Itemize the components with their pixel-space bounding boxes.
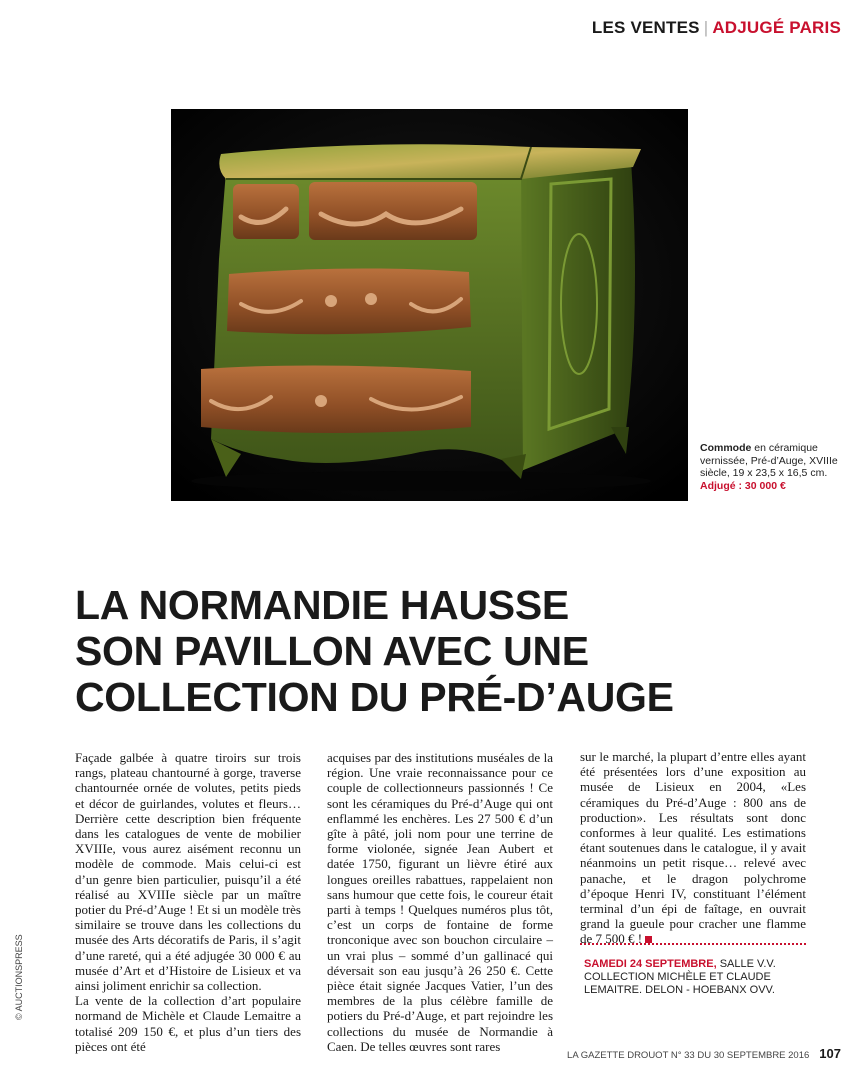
column-1-paragraph-2: La vente de la collection d’art populaire normand de Michèle et Claude Lemaitre a totalisé 209 150 €, et plus d’un tiers des pièces ont été: [75, 993, 301, 1054]
photo-credit: © AUCTIONSPRESS: [14, 934, 24, 1020]
commode-icon: [171, 109, 688, 501]
footer-publication: LA GAZETTE DROUOT N° 33 DU 30 SEPTEMBRE 2016: [567, 1050, 810, 1061]
commode-photo: [171, 109, 688, 501]
header-separator: |: [703, 18, 709, 37]
sale-info: [580, 958, 810, 997]
page-number: 107: [819, 1046, 841, 1061]
page-footer: [567, 1046, 841, 1061]
article-column-2: [327, 750, 553, 1054]
sale-divider: [580, 943, 806, 945]
section-label: LES VENTES: [591, 18, 700, 37]
caption-title: Commode: [700, 442, 752, 454]
article-column-3: [580, 749, 806, 947]
sale-date: SAMEDI 24 SEPTEMBRE,: [584, 958, 717, 970]
article-column-1: [75, 750, 301, 1054]
subsection-label: ADJUGÉ PARIS: [712, 18, 841, 37]
article-headline: [75, 582, 835, 720]
section-header: [592, 18, 841, 38]
photo-caption: [700, 442, 850, 492]
headline-line-2: SON PAVILLON AVEC UNE: [75, 628, 589, 674]
column-1-paragraph-1: Façade galbée à quatre tiroirs sur trois rangs, plateau chantourné à gorge, traverse chantournée ornée de volutes, petits pieds et décor de guirlandes, volutes et fleurs… Derrière cette description bien fréquente dans les catalogues de vente de mobilier XVIIIe, vous aurez aisément reconnu un modèle de commode. Mais celui-ci est d’un genre bien particulier, puisqu’il a été réalisé au XVIIIe siècle par un maître potier du Pré-d’Auge ! Et si un modèle très similaire se trouve dans les collections du musée des Arts décoratifs de Paris, il s’agit d’une rareté, qui a été adjugée 30 000 € au musée d’Art et d’Histoire de Lisieux et va ainsi joliment enrichir sa collection.: [75, 750, 301, 994]
column-3-text: sur le marché, la plupart d’entre elles ayant été présentées lors d’une exposition au musée de Lisieux en 2004, «Les céramiques du Pré-d’Auge : 800 ans de production». Les résultats sont donc conformes à leur qualité. Les estimations étant soutenues dans le catalogue, il y avait néanmoins un petit risque… relevé avec panache, et le dragon polychrome d’époque Henri IV, constituant l’élément terminal d’un épi de faîtage, en ouvrait grand la gueule pour cracher une flamme de 7 500 € !: [580, 749, 806, 947]
sale-details: SALLE V.V. COLLECTION MICHÈLE ET CLAUDE LEMAITRE. DELON - HOEBANX OVV.: [584, 958, 776, 996]
caption-price: Adjugé : 30 000 €: [700, 479, 786, 492]
caption-text: en céramique vernissée, Pré-d’Auge, XVIIIe siècle, 19 x 23,5 x 16,5 cm.: [700, 442, 838, 479]
headline-line-1: LA NORMANDIE HAUSSE: [75, 582, 569, 628]
headline-line-3: COLLECTION DU PRÉ-D’AUGE: [75, 674, 674, 720]
column-2-text: acquises par des institutions muséales de la région. Une vraie reconnaissance pour ce couple de collectionneurs passionnés ! Ce sont les céramiques du Pré-d’Auge qui ont enflammé les enchères. Les 27 500 € d’un gîte à pâté, joli nom pour une terrine de forme violonée, signée Jean Aubert et datée 1750, figurant un lièvre étiré aux longues oreilles rabattues, rappelaient non sans humour que cette fois, le coureur était parti à temps ! Quelques numéros plus tôt, c’est un corps de fontaine de forme tronconique avec son bouchon circulaire – un vrai plus – sommé d’un gallinacé qui déversait son eau jusqu’à 26 250 €. Cette pièce était signée Jacques Vatier, l’un des membres de la plus célèbre famille de potiers du Pré-d’Auge, et part rejoindre les collections du musée de Normandie à Caen. De telles œuvres sont rares: [327, 750, 553, 1054]
